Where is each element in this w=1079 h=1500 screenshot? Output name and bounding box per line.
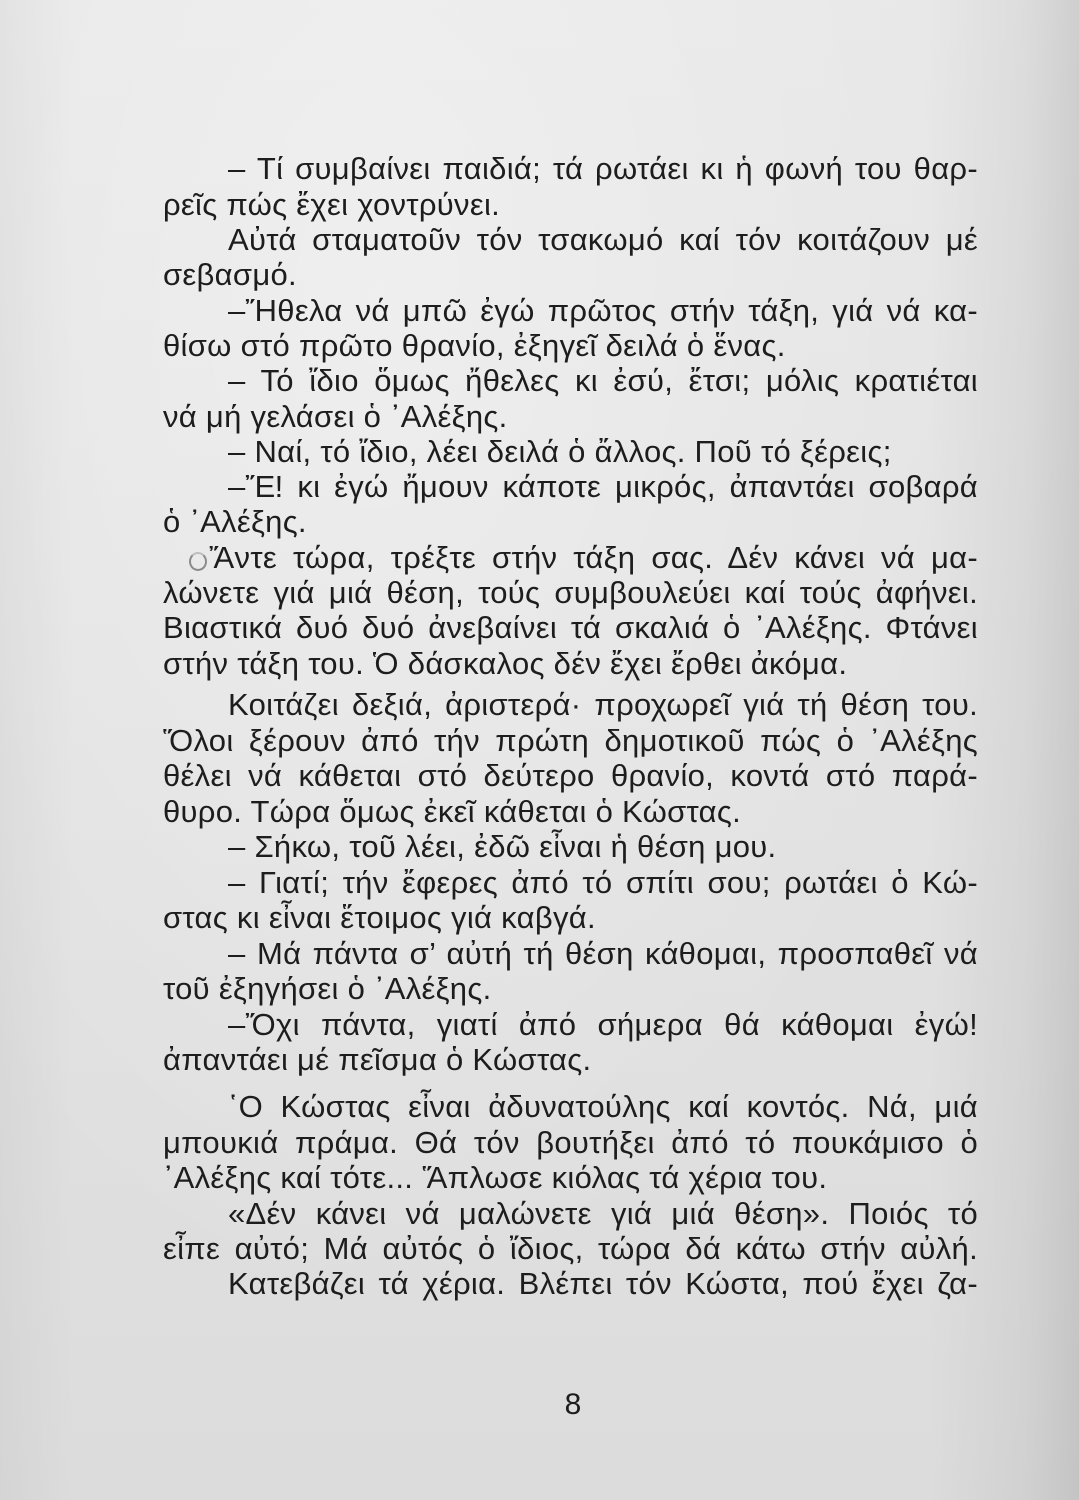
page-number: 8 (564, 1388, 582, 1421)
text-line: ῾Ο Κώστας εἶναι ἀδυνατούλης καί κοντός. Νά, μιά (228, 1089, 978, 1124)
text-line: λώνετε γιά μιά θέση, τούς συμβουλεύει καί τούς ἀφήνει. (163, 575, 978, 610)
text-line: ᾿Αλέξης καί τότε... Ἅπλωσε κιόλας τά χέρια του. (163, 1160, 828, 1195)
text-line: ἀπαντάει μέ πεῖσμα ὁ Κώστας. (163, 1042, 592, 1077)
text-line: ὁ ᾿Αλέξης. (163, 504, 307, 539)
text-line: νά μή γελάσει ὁ ᾿Αλέξης. (163, 399, 508, 434)
text-line: στήν τάξη του. Ὁ δάσκαλος δέν ἔχει ἔρθει ἀκόμα. (163, 646, 848, 681)
text-line: θίσω στό πρῶτο θρανίο, ἐξηγεῖ δειλά ὁ ἕνας. (163, 328, 786, 363)
text-line: σεβασμό. (163, 257, 297, 292)
ink-circle-mark (189, 552, 207, 571)
text-line: μπουκιά πράμα. Θά τόν βουτήξει ἀπό τό πουκάμισο ὁ (163, 1125, 978, 1160)
text-line: θέλει νά κάθεται στό δεύτερο θρανίο, κοντά στό παρά- (163, 758, 978, 793)
text-line: –Ὄχι πάντα, γιατί ἀπό σήμερα θά κάθομαι ἐγώ! (228, 1007, 978, 1042)
text-line: Κοιτάζει δεξιά, ἀριστερά· προχωρεῖ γιά τή θέση του. (228, 687, 978, 722)
text-line: – Ναί, τό ἴδιο, λέει δειλά ὁ ἄλλος. Ποῦ τό ξέρεις; (228, 434, 892, 469)
text-line: Κατεβάζει τά χέρια. Βλέπει τόν Κώστα, πού ἔχει ζα- (228, 1266, 978, 1301)
text-line: –Ἔ! κι ἐγώ ἤμουν κάποτε μικρός, ἀπαντάει σοβαρά (228, 469, 978, 504)
text-line: Ἄντε τώρα, τρέξτε στήν τάξη σας. Δέν κάνει νά μα- (209, 540, 978, 575)
text-line: – Τί συμβαίνει παιδιά; τά ρωτάει κι ἡ φωνή του θαρ- (228, 151, 978, 186)
text-line: – Γιατί; τήν ἔφερες ἀπό τό σπίτι σου; ρωτάει ὁ Κώ- (228, 865, 978, 900)
text-line: Ὅλοι ξέρουν ἀπό τήν πρώτη δημοτικοῦ πώς ὁ ᾿Αλέξης (163, 723, 978, 758)
text-line: – Τό ἴδιο ὅμως ἤθελες κι ἐσύ, ἔτσι; μόλις κρατιέται (228, 363, 978, 398)
text-line: Αὐτά σταματοῦν τόν τσακωμό καί τόν κοιτάζουν μέ (228, 222, 978, 257)
text-line: Βιαστικά δυό δυό ἀνεβαίνει τά σκαλιά ὁ ᾿Αλέξης. Φτάνει (163, 610, 978, 645)
text-line: – Μά πάντα σ’ αὐτή τή θέση κάθομαι, προσπαθεῖ νά (228, 936, 978, 971)
text-line: τοῦ ἐξηγήσει ὁ ᾿Αλέξης. (163, 971, 492, 1006)
text-line: –Ἤθελα νά μπῶ ἐγώ πρῶτος στήν τάξη, γιά νά κα- (228, 293, 978, 328)
text-line: – Σήκω, τοῦ λέει, ἐδῶ εἶναι ἡ θέση μου. (228, 829, 777, 864)
text-line: εἶπε αὐτό; Μά αὐτός ὁ ἴδιος, τώρα δά κάτω στήν αὐλή. (163, 1231, 978, 1266)
text-line: «Δέν κάνει νά μαλώνετε γιά μιά θέση». Ποιός τό (228, 1196, 978, 1231)
text-line: ρεῖς πώς ἔχει χοντρύνει. (163, 187, 501, 222)
text-line: θυρο. Τώρα ὅμως ἐκεῖ κάθεται ὁ Κώστας. (163, 794, 742, 829)
text-line: στας κι εἶναι ἕτοιμος γιά καβγά. (163, 900, 596, 935)
